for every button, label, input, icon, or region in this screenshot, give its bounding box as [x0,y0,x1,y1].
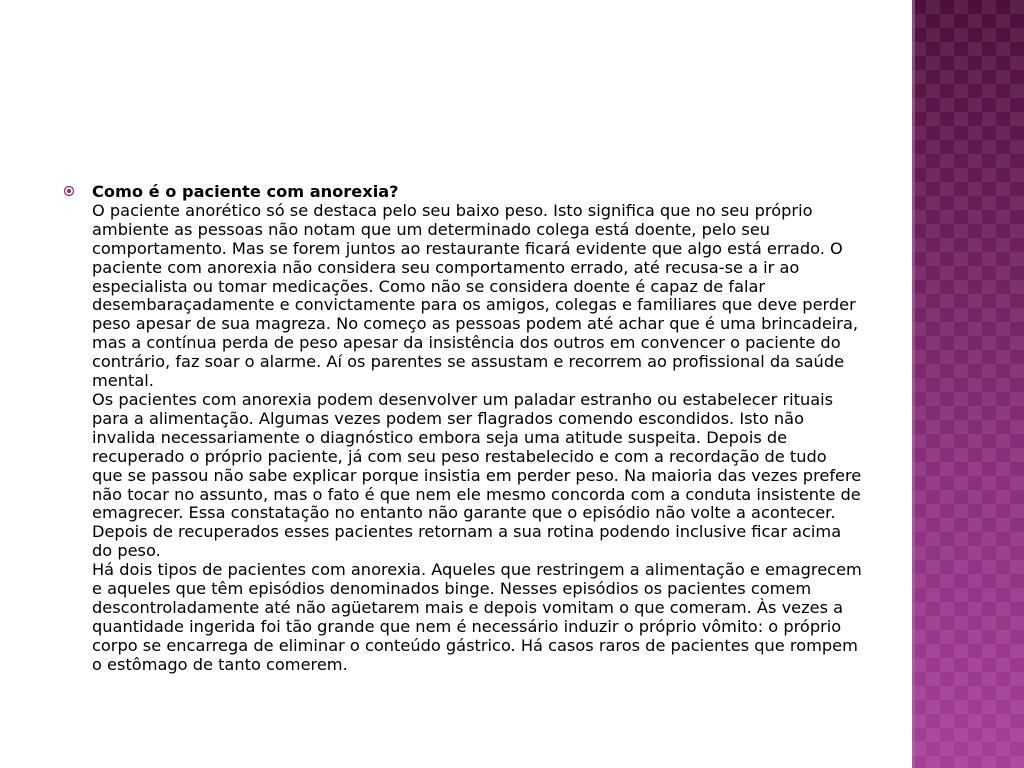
paragraph-3: Há dois tipos de pacientes com anorexia. Aqueles que restringem a alimentação e emagrecem e aqueles que têm episódios denominados binge. Nesses episódios os pacientes comem descontroladamente até não agüetarem mais e depois vomitam o que comeram. Às vezes a quantidade ingerida foi tão grande que nem é necessário induzir o próprio vômito: o próprio corpo se encarrega de eliminar o conteúdo gástrico. Há casos raros de pacientes que rompem o estômago de tanto comerem. [92,560,862,674]
side-band-edge [912,0,915,768]
circled-dot-bullet-icon [63,185,75,197]
decorative-side-band [912,0,1024,768]
paragraph-1: O paciente anorético só se destaca pelo seu baixo peso. Isto significa que no seu próprio ambiente as pessoas não notam que um determinado colega está doente, pelo seu comportamento. Mas se forem juntos ao restaurante ficará evidente que algo está errado. O paciente com anorexia não considera seu comportamento errado, até recusa-se a ir ao especialista ou tomar medicações. Como não se considera doente é capaz de falar desembaraçadamente e convictamente para os amigos, colegas e familiares que deve perder peso apesar de sua magreza. No começo as pessoas podem até achar que é uma brincadeira, mas a contínua perda de peso apesar da insistência dos outros em convencer o paciente do contrário, faz soar o alarme. Aí os parentes se assustam e recorrem ao profissional da saúde mental. [92,200,859,391]
slide-body [92,183,862,675]
slide-heading: Como é o paciente com anorexia? [92,182,399,201]
paragraph-2: Os pacientes com anorexia podem desenvolver um paladar estranho ou estabelecer rituais para a alimentação. Algumas vezes podem ser flagrados comendo escondidos. Isto não invalida necessariamente o diagnóstico embora seja uma atitude suspeita. Depois de recuperado o próprio paciente, já com seu peso restabelecido e com a recordação de tudo que se passou não sabe explicar porque insistia em perder peso. Na maioria das vezes prefere não tocar no assunto, mas o fato é que nem ele mesmo concorda com a conduta insistente de emagrecer. Essa constatação no entanto não garante que o episódio não volte a acontecer. Depois de recuperados esses pacientes retornam a sua rotina podendo inclusive ficar acima do peso. [92,389,862,561]
